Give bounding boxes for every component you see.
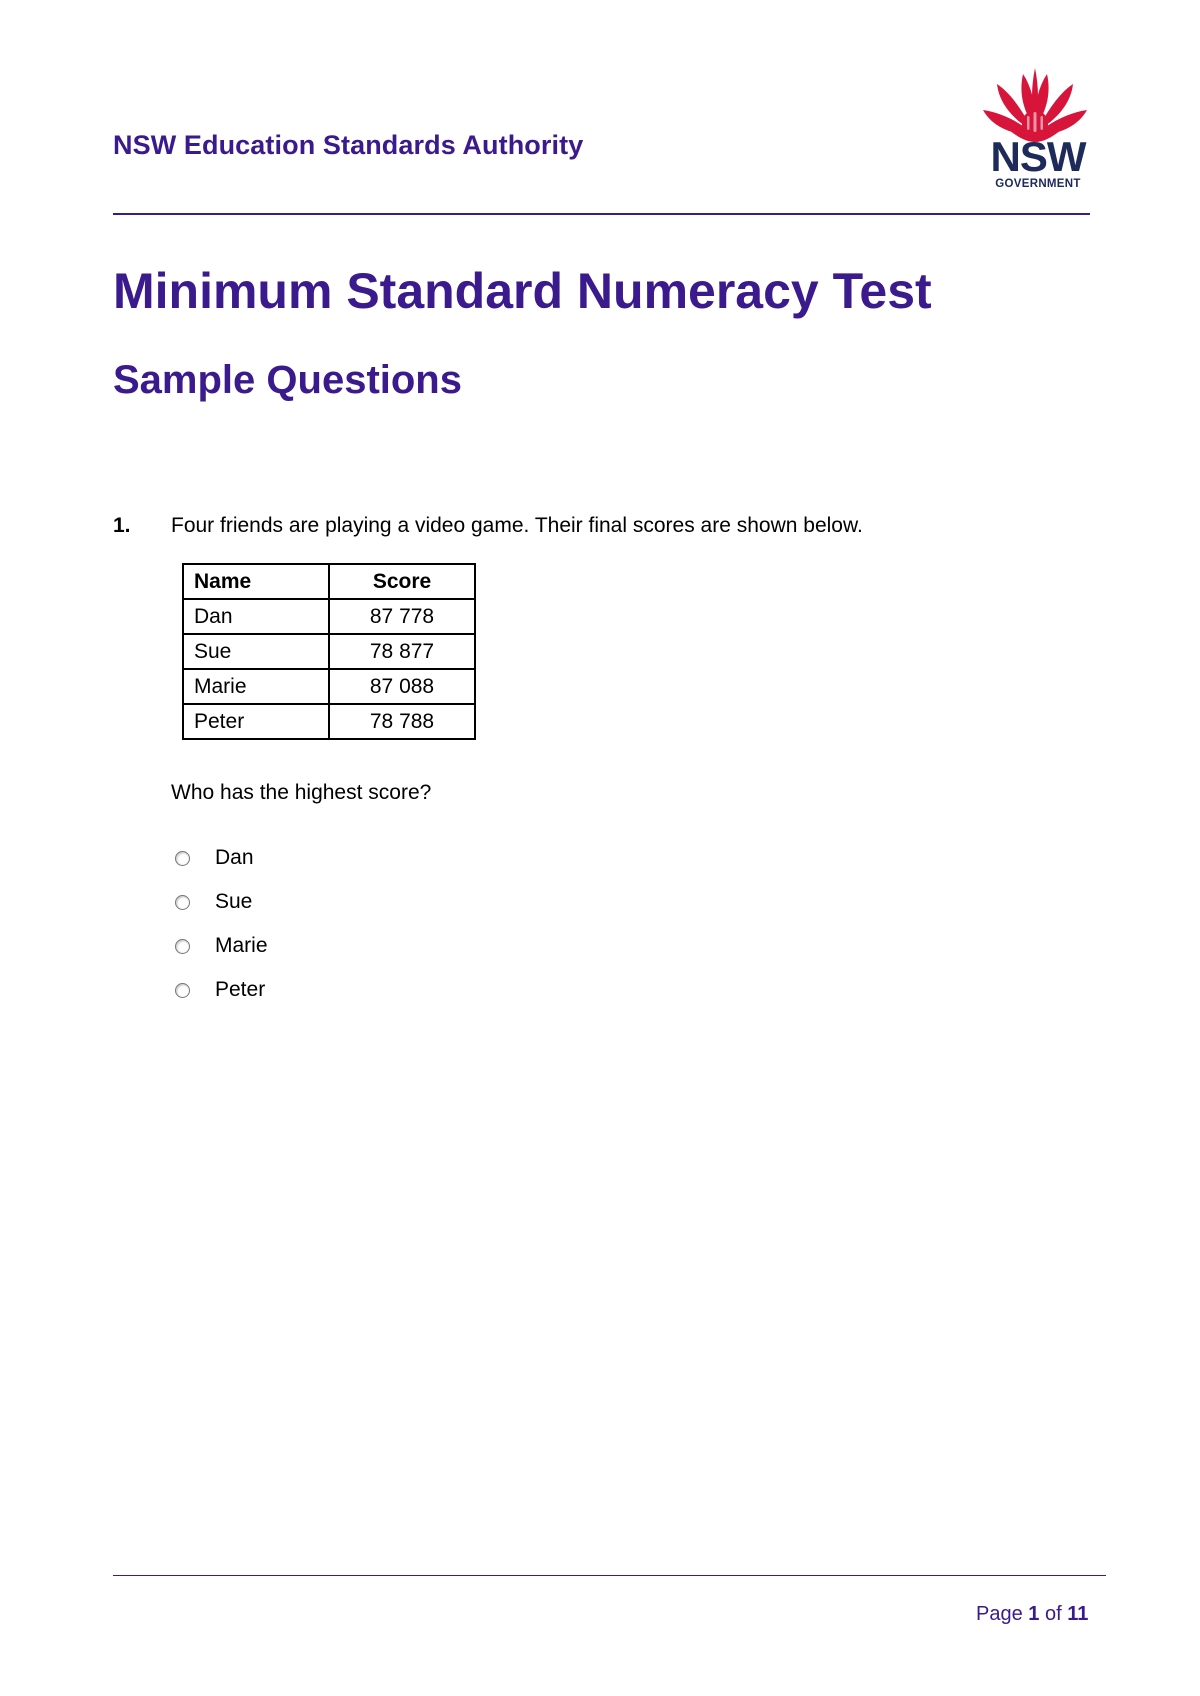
- question-prompt: Who has the highest score?: [171, 781, 432, 804]
- question-text: Four friends are playing a video game. Their final scores are shown below.: [171, 514, 863, 537]
- table-cell-name: Dan: [183, 599, 329, 634]
- document-subtitle: Sample Questions: [113, 358, 462, 402]
- question-number: 1.: [113, 514, 131, 537]
- table-row: [183, 599, 475, 634]
- page-of-label: of: [1044, 1603, 1062, 1625]
- radio-button[interactable]: [175, 983, 190, 998]
- radio-button[interactable]: [175, 895, 190, 910]
- page-label: Page: [976, 1603, 1023, 1625]
- option-label: Peter: [215, 978, 266, 1001]
- option-dan[interactable]: [171, 836, 268, 880]
- page-number: [976, 1603, 1088, 1626]
- table-cell-score: 87 088: [329, 669, 475, 704]
- option-label: Sue: [215, 890, 253, 913]
- table-cell-score: 87 778: [329, 599, 475, 634]
- nsw-government-logo: [975, 66, 1095, 190]
- page-total: 11: [1067, 1603, 1089, 1625]
- column-header-name: Name: [183, 564, 329, 599]
- header-org-name: NSW Education Standards Authority: [113, 130, 584, 160]
- table-cell-score: 78 788: [329, 704, 475, 739]
- document-title: Minimum Standard Numeracy Test: [113, 263, 932, 319]
- table-cell-name: Sue: [183, 634, 329, 669]
- answer-options: [171, 836, 268, 1012]
- option-label: Dan: [215, 846, 254, 869]
- column-header-score: Score: [329, 564, 475, 599]
- option-marie[interactable]: [171, 924, 268, 968]
- table-row: [183, 634, 475, 669]
- table-cell-name: Marie: [183, 669, 329, 704]
- table-header-row: [183, 564, 475, 599]
- table-cell-score: 78 877: [329, 634, 475, 669]
- footer-divider: [113, 1575, 1106, 1576]
- table-cell-name: Peter: [183, 704, 329, 739]
- option-sue[interactable]: [171, 880, 268, 924]
- radio-button[interactable]: [175, 939, 190, 954]
- option-peter[interactable]: [171, 968, 268, 1012]
- table-row: [183, 669, 475, 704]
- table-row: [183, 704, 475, 739]
- page-current: 1: [1028, 1603, 1040, 1625]
- logo-subtitle: GOVERNMENT: [995, 178, 1081, 190]
- radio-button[interactable]: [175, 851, 190, 866]
- option-label: Marie: [215, 934, 268, 957]
- header-divider: [113, 213, 1090, 215]
- scores-table: [182, 563, 476, 740]
- logo-wordmark: NSW: [990, 133, 1086, 180]
